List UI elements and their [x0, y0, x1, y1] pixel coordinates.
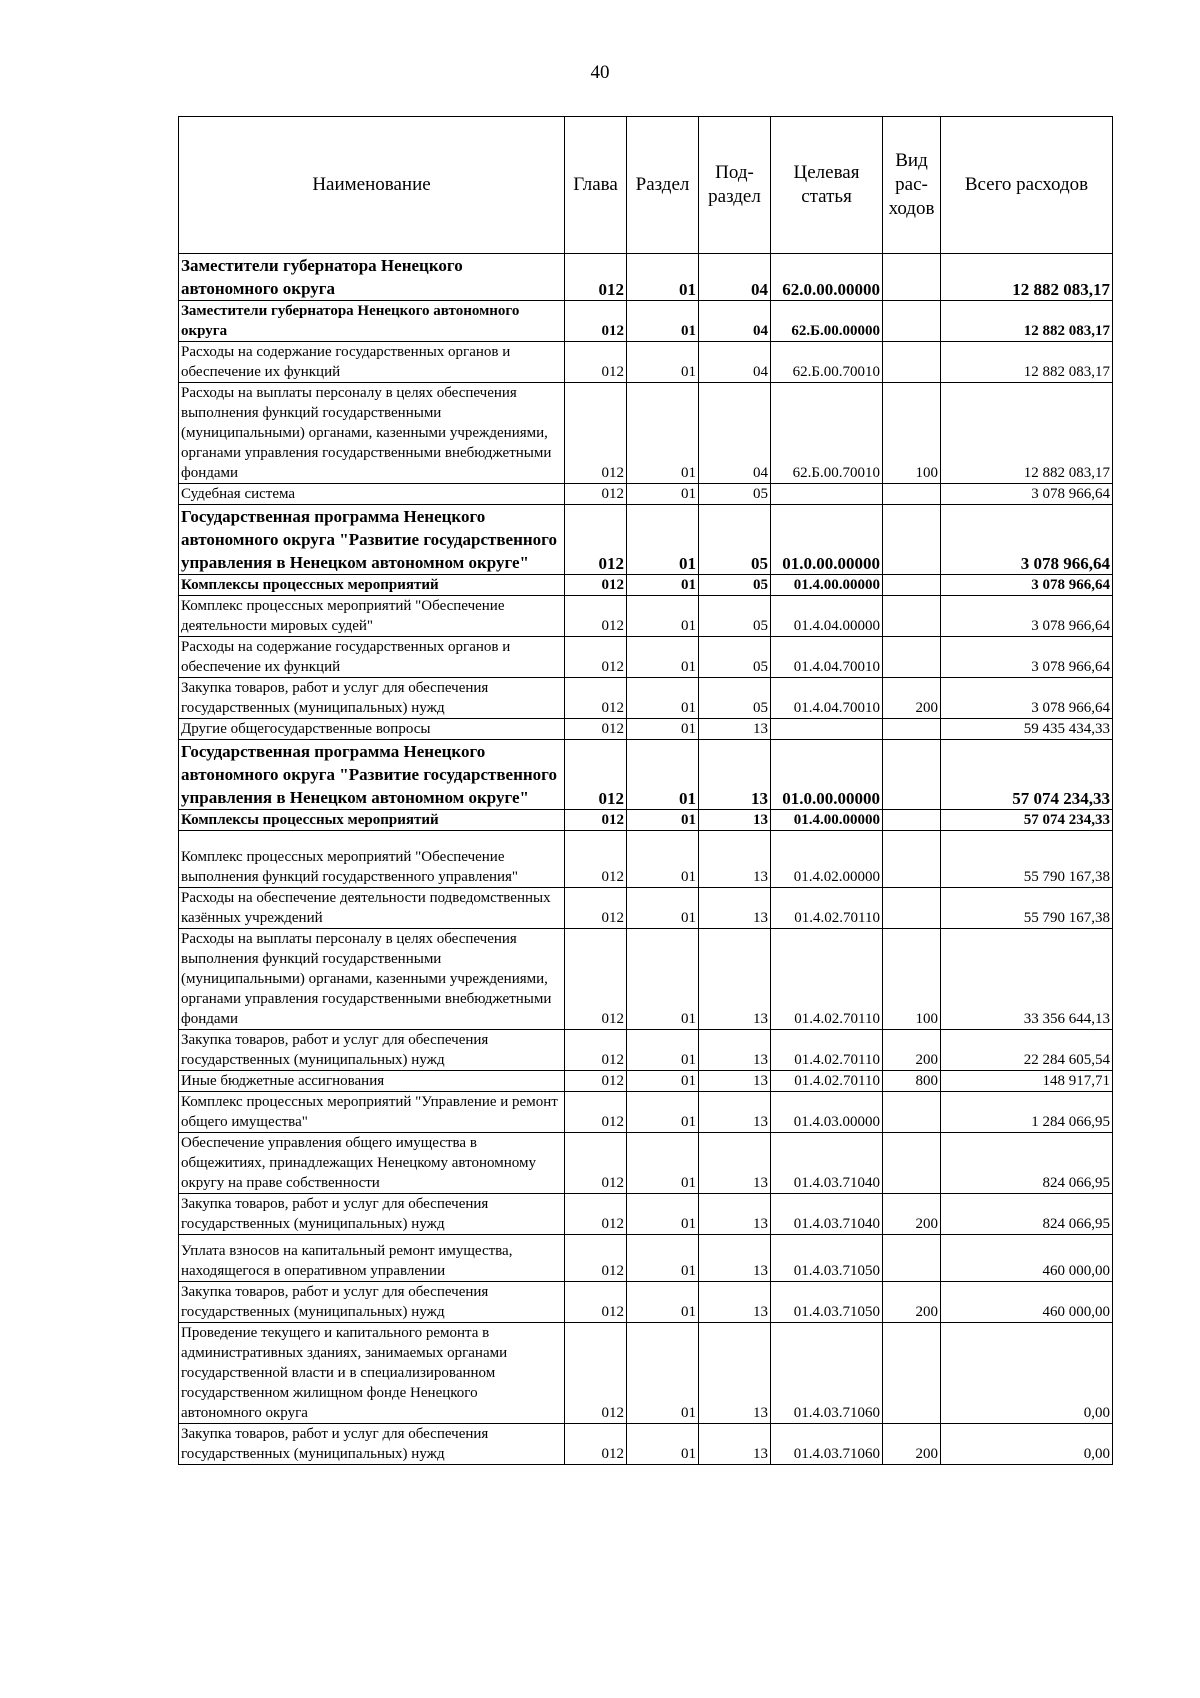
table-row — [179, 810, 1113, 831]
cell-name: Государственная программа Ненецкого автономного округа "Развитие государственного управления в Ненецком автономном округе" — [179, 740, 565, 810]
cell-glava: 012 — [565, 1071, 627, 1092]
cell-name: Другие общегосударственные вопросы — [179, 719, 565, 740]
cell-total: 12 882 083,17 — [941, 342, 1113, 383]
cell-razdel: 01 — [627, 505, 699, 575]
cell-podrazdel: 13 — [699, 1092, 771, 1133]
cell-glava: 012 — [565, 637, 627, 678]
cell-name: Иные бюджетные ассигнования — [179, 1071, 565, 1092]
cell-razdel: 01 — [627, 637, 699, 678]
budget-table — [178, 116, 1113, 1465]
cell-name: Закупка товаров, работ и услуг для обеспечения государственных (муниципальных) нужд — [179, 1282, 565, 1323]
table-row — [179, 831, 1113, 888]
cell-glava: 012 — [565, 484, 627, 505]
cell-article: 01.4.02.70110 — [771, 1071, 883, 1092]
cell-vid — [883, 301, 941, 342]
cell-name: Закупка товаров, работ и услуг для обеспечения государственных (муниципальных) нужд — [179, 678, 565, 719]
cell-podrazdel: 05 — [699, 575, 771, 596]
cell-total: 22 284 605,54 — [941, 1030, 1113, 1071]
cell-article: 01.4.00.00000 — [771, 810, 883, 831]
cell-razdel: 01 — [627, 1092, 699, 1133]
cell-podrazdel: 05 — [699, 484, 771, 505]
cell-glava: 012 — [565, 1194, 627, 1235]
cell-article: 01.4.03.71040 — [771, 1133, 883, 1194]
cell-article: 01.4.03.71050 — [771, 1235, 883, 1282]
cell-razdel: 01 — [627, 301, 699, 342]
cell-total: 55 790 167,38 — [941, 888, 1113, 929]
cell-total: 3 078 966,64 — [941, 575, 1113, 596]
cell-vid — [883, 342, 941, 383]
table-row — [179, 678, 1113, 719]
cell-podrazdel: 05 — [699, 678, 771, 719]
table-row — [179, 740, 1113, 810]
cell-glava: 012 — [565, 383, 627, 484]
cell-vid — [883, 575, 941, 596]
cell-total: 0,00 — [941, 1424, 1113, 1465]
cell-total: 460 000,00 — [941, 1282, 1113, 1323]
cell-total: 1 284 066,95 — [941, 1092, 1113, 1133]
table-row — [179, 484, 1113, 505]
cell-article: 01.4.02.70110 — [771, 929, 883, 1030]
cell-glava: 012 — [565, 719, 627, 740]
cell-glava: 012 — [565, 929, 627, 1030]
table-row — [179, 1424, 1113, 1465]
cell-razdel: 01 — [627, 929, 699, 1030]
cell-podrazdel: 13 — [699, 888, 771, 929]
cell-podrazdel: 13 — [699, 1282, 771, 1323]
cell-podrazdel: 13 — [699, 719, 771, 740]
cell-total: 55 790 167,38 — [941, 831, 1113, 888]
table-row — [179, 1235, 1113, 1282]
cell-glava: 012 — [565, 810, 627, 831]
table-row — [179, 254, 1113, 301]
table-row — [179, 1030, 1113, 1071]
cell-vid — [883, 719, 941, 740]
cell-vid: 200 — [883, 678, 941, 719]
cell-total: 460 000,00 — [941, 1235, 1113, 1282]
cell-name: Обеспечение управления общего имущества в общежитиях, принадлежащих Ненецкому автономному округу на праве собственности — [179, 1133, 565, 1194]
cell-podrazdel: 13 — [699, 1133, 771, 1194]
header-razdel: Раздел — [627, 117, 699, 254]
cell-razdel: 01 — [627, 342, 699, 383]
header-name: Наименование — [179, 117, 565, 254]
table-row — [179, 383, 1113, 484]
cell-glava: 012 — [565, 740, 627, 810]
table-body — [179, 254, 1113, 1465]
cell-name: Закупка товаров, работ и услуг для обеспечения государственных (муниципальных) нужд — [179, 1424, 565, 1465]
cell-article: 01.4.04.00000 — [771, 596, 883, 637]
table-row — [179, 1282, 1113, 1323]
cell-glava: 012 — [565, 342, 627, 383]
cell-podrazdel: 13 — [699, 1194, 771, 1235]
table-row — [179, 719, 1113, 740]
cell-total: 12 882 083,17 — [941, 301, 1113, 342]
header-podrazdel: Под- раздел — [699, 117, 771, 254]
cell-glava: 012 — [565, 505, 627, 575]
table-row — [179, 1092, 1113, 1133]
cell-total: 3 078 966,64 — [941, 505, 1113, 575]
cell-vid: 100 — [883, 929, 941, 1030]
cell-razdel: 01 — [627, 1235, 699, 1282]
table-row — [179, 342, 1113, 383]
cell-name: Заместители губернатора Ненецкого автономного округа — [179, 254, 565, 301]
cell-article: 01.4.03.71060 — [771, 1424, 883, 1465]
cell-podrazdel: 04 — [699, 254, 771, 301]
cell-article: 62.Б.00.70010 — [771, 342, 883, 383]
cell-razdel: 01 — [627, 484, 699, 505]
cell-podrazdel: 05 — [699, 637, 771, 678]
cell-total: 824 066,95 — [941, 1133, 1113, 1194]
cell-podrazdel: 13 — [699, 1235, 771, 1282]
cell-article: 01.4.03.71050 — [771, 1282, 883, 1323]
cell-glava: 012 — [565, 678, 627, 719]
cell-name: Комплекс процессных мероприятий "Управление и ремонт общего имущества" — [179, 1092, 565, 1133]
cell-podrazdel: 13 — [699, 810, 771, 831]
cell-glava: 012 — [565, 596, 627, 637]
cell-total: 3 078 966,64 — [941, 484, 1113, 505]
cell-total: 3 078 966,64 — [941, 637, 1113, 678]
cell-razdel: 01 — [627, 810, 699, 831]
header-article: Целевая статья — [771, 117, 883, 254]
cell-podrazdel: 13 — [699, 740, 771, 810]
header-total: Всего расходов — [941, 117, 1113, 254]
cell-vid — [883, 484, 941, 505]
cell-article: 01.4.03.71060 — [771, 1323, 883, 1424]
cell-razdel: 01 — [627, 575, 699, 596]
cell-razdel: 01 — [627, 1030, 699, 1071]
cell-article: 01.4.03.71040 — [771, 1194, 883, 1235]
table-row — [179, 1133, 1113, 1194]
table-row — [179, 505, 1113, 575]
cell-total: 148 917,71 — [941, 1071, 1113, 1092]
table-row — [179, 1194, 1113, 1235]
table-row — [179, 596, 1113, 637]
cell-vid — [883, 1092, 941, 1133]
cell-name: Расходы на содержание государственных органов и обеспечение их функций — [179, 637, 565, 678]
cell-name: Комплекс процессных мероприятий "Обеспечение выполнения функций государственного управления" — [179, 831, 565, 888]
cell-name: Заместители губернатора Ненецкого автономного округа — [179, 301, 565, 342]
cell-article: 01.4.04.70010 — [771, 637, 883, 678]
cell-podrazdel: 13 — [699, 1323, 771, 1424]
cell-razdel: 01 — [627, 1323, 699, 1424]
cell-name: Комплексы процессных мероприятий — [179, 810, 565, 831]
cell-total: 12 882 083,17 — [941, 383, 1113, 484]
cell-article: 62.Б.00.70010 — [771, 383, 883, 484]
cell-vid — [883, 1133, 941, 1194]
cell-glava: 012 — [565, 1424, 627, 1465]
cell-name: Уплата взносов на капитальный ремонт имущества, находящегося в оперативном управлении — [179, 1235, 565, 1282]
cell-article: 01.4.00.00000 — [771, 575, 883, 596]
cell-name: Судебная система — [179, 484, 565, 505]
cell-total: 12 882 083,17 — [941, 254, 1113, 301]
cell-glava: 012 — [565, 1282, 627, 1323]
cell-name: Расходы на выплаты персоналу в целях обеспечения выполнения функций государственными (муниципальными) органами, казенными учреждениями, органами управления государственными внебюджетными фондами — [179, 929, 565, 1030]
cell-razdel: 01 — [627, 383, 699, 484]
table-row — [179, 1323, 1113, 1424]
cell-glava: 012 — [565, 1092, 627, 1133]
cell-podrazdel: 13 — [699, 1030, 771, 1071]
cell-razdel: 01 — [627, 1071, 699, 1092]
cell-glava: 012 — [565, 301, 627, 342]
cell-glava: 012 — [565, 888, 627, 929]
cell-vid — [883, 505, 941, 575]
cell-razdel: 01 — [627, 678, 699, 719]
cell-total: 3 078 966,64 — [941, 596, 1113, 637]
cell-razdel: 01 — [627, 888, 699, 929]
cell-article: 01.4.02.00000 — [771, 831, 883, 888]
cell-podrazdel: 05 — [699, 596, 771, 637]
table-row — [179, 301, 1113, 342]
cell-name: Проведение текущего и капитального ремонта в административных зданиях, занимаемых органами государственной власти и в специализированном государственном жилищном фонде Ненецкого автономного округа — [179, 1323, 565, 1424]
cell-podrazdel: 04 — [699, 301, 771, 342]
cell-total: 57 074 234,33 — [941, 740, 1113, 810]
cell-glava: 012 — [565, 254, 627, 301]
cell-article: 01.0.00.00000 — [771, 505, 883, 575]
cell-vid — [883, 1235, 941, 1282]
page-number: 40 — [590, 62, 610, 83]
cell-article: 62.Б.00.00000 — [771, 301, 883, 342]
cell-article: 01.4.04.70010 — [771, 678, 883, 719]
cell-total: 33 356 644,13 — [941, 929, 1113, 1030]
header-vid: Вид рас- ходов — [883, 117, 941, 254]
cell-article: 62.0.00.00000 — [771, 254, 883, 301]
cell-glava: 012 — [565, 1323, 627, 1424]
cell-name: Расходы на содержание государственных органов и обеспечение их функций — [179, 342, 565, 383]
cell-name: Закупка товаров, работ и услуг для обеспечения государственных (муниципальных) нужд — [179, 1030, 565, 1071]
cell-total: 3 078 966,64 — [941, 678, 1113, 719]
cell-name: Комплексы процессных мероприятий — [179, 575, 565, 596]
cell-vid: 100 — [883, 383, 941, 484]
cell-name: Закупка товаров, работ и услуг для обеспечения государственных (муниципальных) нужд — [179, 1194, 565, 1235]
cell-glava: 012 — [565, 575, 627, 596]
cell-razdel: 01 — [627, 1282, 699, 1323]
cell-vid: 200 — [883, 1424, 941, 1465]
cell-vid — [883, 637, 941, 678]
cell-vid: 800 — [883, 1071, 941, 1092]
cell-total: 59 435 434,33 — [941, 719, 1113, 740]
table-header-row — [179, 117, 1113, 254]
cell-vid — [883, 888, 941, 929]
cell-total: 57 074 234,33 — [941, 810, 1113, 831]
cell-podrazdel: 04 — [699, 383, 771, 484]
table-row — [179, 888, 1113, 929]
cell-razdel: 01 — [627, 740, 699, 810]
header-glava: Глава — [565, 117, 627, 254]
cell-glava: 012 — [565, 831, 627, 888]
cell-razdel: 01 — [627, 1194, 699, 1235]
cell-vid — [883, 810, 941, 831]
cell-vid — [883, 1323, 941, 1424]
cell-razdel: 01 — [627, 831, 699, 888]
cell-razdel: 01 — [627, 1133, 699, 1194]
cell-glava: 012 — [565, 1235, 627, 1282]
cell-vid: 200 — [883, 1030, 941, 1071]
cell-razdel: 01 — [627, 1424, 699, 1465]
cell-podrazdel: 04 — [699, 342, 771, 383]
cell-podrazdel: 13 — [699, 1424, 771, 1465]
cell-name: Комплекс процессных мероприятий "Обеспечение деятельности мировых судей" — [179, 596, 565, 637]
cell-article: 01.4.02.70110 — [771, 888, 883, 929]
cell-vid — [883, 740, 941, 810]
cell-vid: 200 — [883, 1194, 941, 1235]
cell-glava: 012 — [565, 1133, 627, 1194]
cell-razdel: 01 — [627, 596, 699, 637]
cell-podrazdel: 05 — [699, 505, 771, 575]
cell-total: 824 066,95 — [941, 1194, 1113, 1235]
table-row — [179, 637, 1113, 678]
cell-vid — [883, 831, 941, 888]
cell-name: Расходы на выплаты персоналу в целях обеспечения выполнения функций государственными (муниципальными) органами, казенными учреждениями, органами управления государственными внебюджетными фондами — [179, 383, 565, 484]
cell-vid — [883, 596, 941, 637]
cell-glava: 012 — [565, 1030, 627, 1071]
cell-total: 0,00 — [941, 1323, 1113, 1424]
cell-article: 01.0.00.00000 — [771, 740, 883, 810]
cell-podrazdel: 13 — [699, 831, 771, 888]
cell-article — [771, 484, 883, 505]
cell-vid — [883, 254, 941, 301]
cell-razdel: 01 — [627, 719, 699, 740]
cell-article — [771, 719, 883, 740]
cell-razdel: 01 — [627, 254, 699, 301]
cell-podrazdel: 13 — [699, 929, 771, 1030]
cell-article: 01.4.03.00000 — [771, 1092, 883, 1133]
table-row — [179, 929, 1113, 1030]
cell-name: Государственная программа Ненецкого автономного округа "Развитие государственного управления в Ненецком автономном округе" — [179, 505, 565, 575]
table-row — [179, 1071, 1113, 1092]
cell-vid: 200 — [883, 1282, 941, 1323]
cell-article: 01.4.02.70110 — [771, 1030, 883, 1071]
cell-name: Расходы на обеспечение деятельности подведомственных казённых учреждений — [179, 888, 565, 929]
cell-podrazdel: 13 — [699, 1071, 771, 1092]
table-row — [179, 575, 1113, 596]
